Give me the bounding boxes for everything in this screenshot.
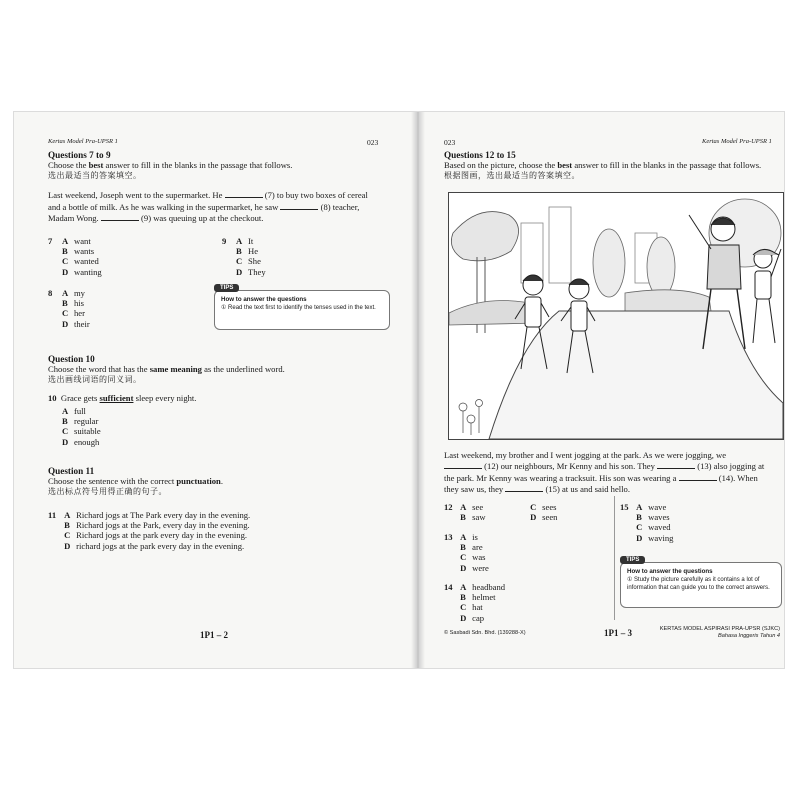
option-c: C wanted bbox=[62, 256, 99, 267]
passage: Last weekend, Joseph went to the supermarket. He (7) to buy two boxes of cereal and a bottle of milk. As he was walking in the supermarket, he saw (8) teacher, Madam Wong. (9) was queuing up at the checkout. bbox=[48, 190, 368, 224]
park-scene-drawing bbox=[449, 193, 783, 439]
tips-box bbox=[214, 285, 390, 330]
section-q10 bbox=[48, 354, 388, 404]
publisher-credit: © Sasbadi Sdn. Bhd. (139288-X) bbox=[444, 630, 526, 636]
section-q7-9 bbox=[48, 150, 388, 224]
question-8: 8 A my B his C her D their bbox=[48, 288, 90, 329]
question-7: 7 A want B wants C wanted D wanting bbox=[48, 236, 102, 277]
section-instruction-chinese: 选出标点符号用得正确的句子。 bbox=[48, 487, 167, 497]
tips-body: ① Study the picture carefully as it contains a lot of information that can guide you to the correct answers. bbox=[627, 577, 770, 591]
section-instruction: Based on the picture, choose the best answer to fill in the blanks in the passage that follows. bbox=[444, 160, 762, 170]
question-12: 12 A see C sees B saw D seen bbox=[444, 502, 558, 523]
right-header-title: Kertas Model Pra-UPSR 1 bbox=[702, 138, 772, 145]
tips-title: How to answer the questions bbox=[221, 296, 307, 303]
open-workbook bbox=[14, 112, 784, 668]
book-spine bbox=[411, 112, 425, 668]
option-d: D wanting bbox=[62, 266, 102, 277]
section-instruction-chinese: 根据图画，选出最适当的答案填空。 bbox=[444, 171, 580, 181]
tips-label: TIPS bbox=[214, 284, 239, 292]
question-15: 15 A wave B waves C waved D waving bbox=[620, 502, 674, 543]
right-page bbox=[424, 112, 784, 668]
question-11: 11 A Richard jogs at The Park every day in the evening. B Richard jogs at the Park, every day in the evening. C Richard jogs at the park every day in the evening. D richard jogs at the park every day in the evening. bbox=[48, 510, 251, 551]
section-heading: Question 10 bbox=[48, 354, 95, 364]
tips-label: TIPS bbox=[620, 556, 645, 564]
section-heading: Question 11 bbox=[48, 466, 95, 476]
section-q12-15 bbox=[444, 150, 784, 181]
left-page-code: 023 bbox=[367, 138, 379, 147]
column-divider bbox=[614, 496, 615, 620]
section-instruction-chinese: 选出画线词语的同义词。 bbox=[48, 375, 142, 385]
section-instruction: Choose the sentence with the correct punctuation. bbox=[48, 476, 223, 486]
right-page-code: 023 bbox=[444, 138, 456, 147]
section-instruction-chinese: 选出最适当的答案填空。 bbox=[48, 171, 142, 181]
section-heading: Questions 12 to 15 bbox=[444, 150, 516, 160]
series-label: KERTAS MODEL ASPIRASI PRA-UPSR (SJKC) Bahasa Inggeris Tahun 4 bbox=[659, 626, 780, 639]
section-q11 bbox=[48, 466, 388, 497]
section-instruction: Choose the best answer to fill in the blanks in the passage that follows. bbox=[48, 160, 293, 170]
question-13: 13 A is B are C was D were bbox=[444, 532, 489, 573]
left-page bbox=[14, 112, 412, 668]
park-illustration bbox=[448, 192, 784, 440]
left-header-title: Kertas Model Pra-UPSR 1 bbox=[48, 138, 118, 145]
right-page-number: 1P1 – 3 bbox=[604, 628, 632, 638]
section-heading: Questions 7 to 9 bbox=[48, 150, 111, 160]
left-page-number: 1P1 – 2 bbox=[200, 630, 228, 640]
picture-passage: Last weekend, my brother and I went jogging at the park. As we were jogging, we (12) our neighbours, Mr Kenny and his son. They (13) also jogging at the park. Mr Kenny was wearing a tracksuit. His son was wearing a (14). When they saw us, they (15) at us and said hello. bbox=[444, 450, 765, 495]
section-instruction: Choose the word that has the same meaning as the underlined word. bbox=[48, 364, 285, 374]
option-b: B wants bbox=[62, 246, 95, 257]
question-14: 14 A headband B helmet C hat D cap bbox=[444, 582, 506, 623]
question-9: 9 A It B He C She D They bbox=[222, 236, 266, 277]
tips-body: ① Read the text first to identify the tenses used in the text. bbox=[221, 305, 376, 311]
question-10-stem: 10 Grace gets sufficient sleep every night. bbox=[48, 393, 197, 404]
tips-box bbox=[620, 557, 782, 608]
tips-title: How to answer the questions bbox=[627, 568, 713, 575]
question-10-options: A full B regular C suitable D enough bbox=[62, 406, 101, 447]
